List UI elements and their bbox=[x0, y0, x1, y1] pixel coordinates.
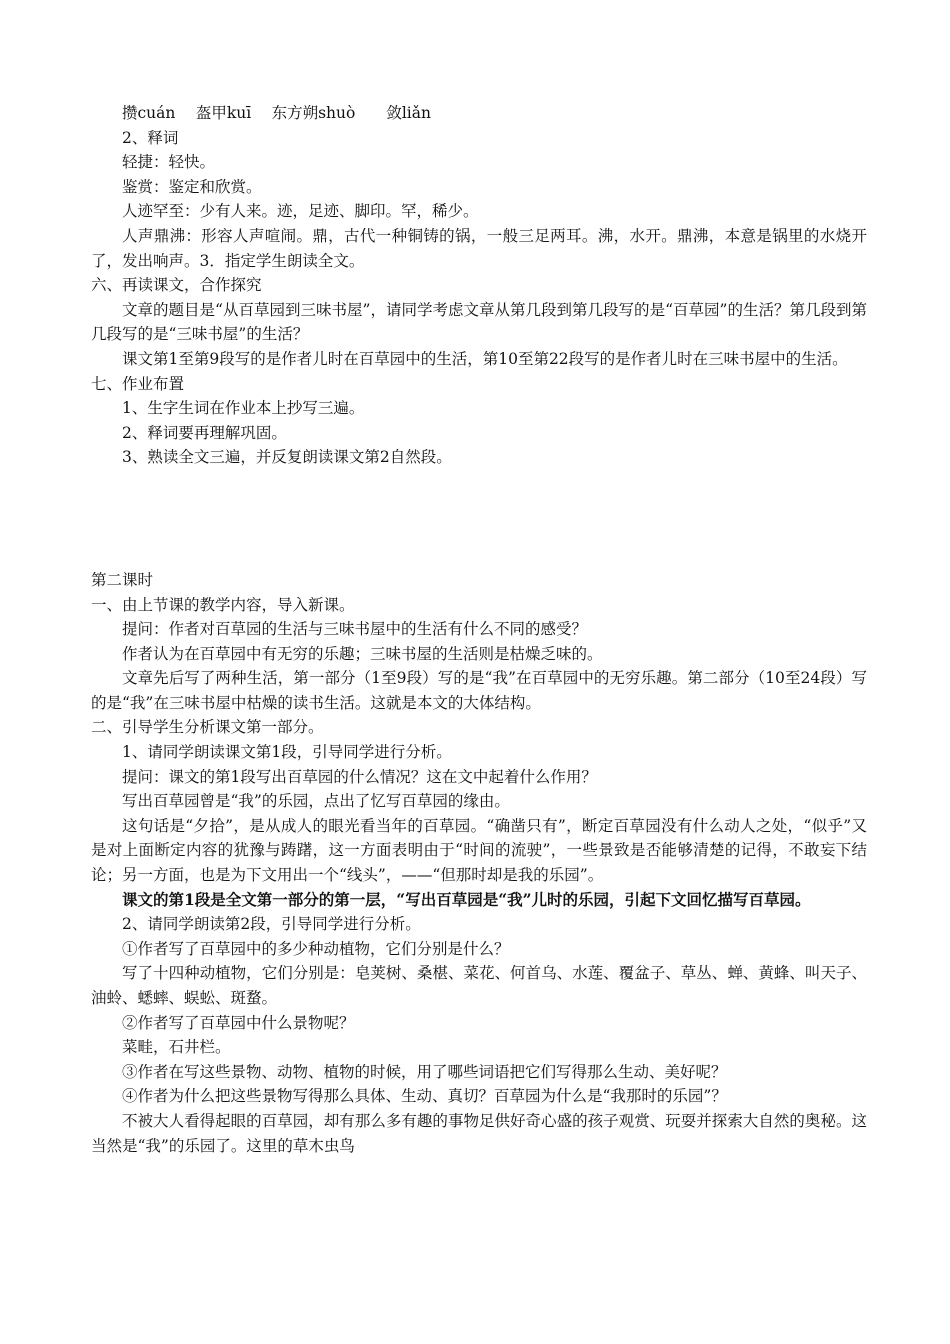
circled-answer-4: 不被大人看得起眼的百草园，却有那么多有趣的事物足供好奇心盛的孩子观赏、玩耍并探索大自然的奥秘。这当然是“我”的乐园了。这里的草木虫鸟 bbox=[91, 1111, 867, 1155]
question-feelings: 提问：作者对百草园的生活与三味书屋中的生活有什么不同的感受？ bbox=[122, 620, 588, 639]
homework-item-1: 1、生字生词在作业本上抄写三遍。 bbox=[122, 399, 365, 418]
section-heading-7: 七、作业布置 bbox=[91, 374, 185, 393]
section-heading-2: 二、引导学生分析课文第一部分。 bbox=[91, 718, 324, 737]
section-heading-1: 一、由上节课的教学内容，导入新课。 bbox=[91, 595, 355, 614]
bold-summary: 课文的第1段是全文第一部分的第一层，“写出百草园是“我”儿时的乐园，引起下文回忆描写百草园。 bbox=[122, 889, 811, 909]
circled-question-3: ③作者在写这些景物、动物、植物的时候，用了哪些词语把它们写得那么生动、美好呢？ bbox=[122, 1062, 727, 1081]
answer-paragraph-1: 写出百草园曾是“我”的乐园，点出了忆写百草园的缘由。 bbox=[122, 792, 510, 811]
lesson-title: 第二课时 bbox=[91, 570, 154, 589]
answer-structure: 课文第1至第9段写的是作者儿时在百草园中的生活，第10至第22段写的是作者儿时在三味书屋中的生活。 bbox=[122, 349, 848, 368]
answer-feelings: 作者认为在百草园中有无穷的乐趣；三味书屋的生活则是枯燥乏味的。 bbox=[122, 644, 603, 663]
definition-renshengdingfei: 人声鼎沸：形容人声喧闹。鼎，古代一种铜铸的锅，一般三足两耳。沸，水开。鼎沸，本意是锅里的水烧开了，发出响声。3．指定学生朗读全文。 bbox=[91, 226, 867, 270]
circled-question-2: ②作者写了百草园中什么景物呢？ bbox=[122, 1013, 355, 1032]
structure-paragraph: 文章先后写了两种生活，第一部分（1至9段）写的是“我”在百草园中的无穷乐趣。第二部分（10至24段）写的是“我”在三味书屋中枯燥的读书生活。这就是本文的大体结构。 bbox=[91, 669, 867, 712]
shici-heading: 2、释词 bbox=[122, 128, 179, 147]
circled-answer-2: 菜畦，石井栏。 bbox=[122, 1038, 231, 1057]
circled-question-4: ④作者为什么把这些景物写得那么具体、生动、真切？百草园为什么是“我那时的乐园”？ bbox=[122, 1087, 727, 1106]
document-body bbox=[91, 101, 867, 1158]
pinyin-line: 攒cuán 盔甲kuī 东方朔shuò 敛liǎn bbox=[122, 104, 431, 122]
section-heading-6: 六、再读课文，合作探究 bbox=[91, 276, 262, 295]
question-paragraph-1: 提问：课文的第1段写出百草园的什么情况？这在文中起着什么作用？ bbox=[122, 767, 597, 786]
homework-item-3: 3、熟读全文三遍，并反复朗读课文第2自然段。 bbox=[122, 448, 452, 467]
definition-renjihanzhi: 人迹罕至：少有人来。迹，足迹、脚印。罕，稀少。 bbox=[122, 202, 479, 221]
question-structure: 文章的题目是“从百草园到三味书屋”，请同学考虑文章从第几段到第几段写的是“百草园”的生活？第几段到第几段写的是“三味书屋”的生活？ bbox=[91, 300, 867, 344]
homework-item-2: 2、释词要再理解巩固。 bbox=[122, 423, 287, 442]
blank-space bbox=[91, 470, 867, 568]
definition-jianshang: 鉴赏：鉴定和欣赏。 bbox=[122, 177, 262, 196]
circled-answer-1: 写了十四种动植物，它们分别是：皂荚树、桑椹、菜花、何首乌、水莲、覆盆子、草丛、蝉、黄蜂、叫天子、油蛉、蟋蟀、蜈蚣、斑蝥。 bbox=[91, 964, 867, 1007]
circled-question-1: ①作者写了百草园中的多少种动植物，它们分别是什么？ bbox=[122, 939, 510, 958]
definition-qingjie: 轻捷：轻快。 bbox=[122, 153, 216, 172]
step-2: 2、请同学朗读第2段，引导同学进行分析。 bbox=[122, 915, 421, 934]
step-1: 1、请同学朗读课文第1段，引导同学进行分析。 bbox=[122, 743, 452, 762]
explanation-paragraph: 这句话是“夕拾”，是从成人的眼光看当年的百草园。“确凿只有”，断定百草园没有什么动人之处，“似乎”又是对上面断定内容的犹豫与踌躇，这一方面表明由于“时间的流驶”，一些景致是否能够清楚的记得，不敢妄下结论；另一方面，也是为下文用出一个“线头”，——“但那时却是我的乐园”。 bbox=[91, 816, 867, 885]
